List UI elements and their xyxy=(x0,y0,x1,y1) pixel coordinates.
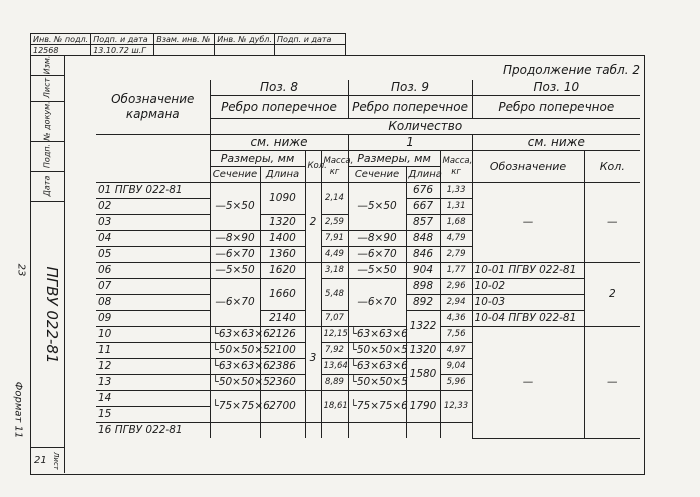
sheet-label: Лист xyxy=(52,452,60,470)
quantity-header: Количество xyxy=(210,119,640,135)
section-cell: —6×70 xyxy=(210,279,260,327)
row-label: 16 ПГВУ 022-81 xyxy=(96,423,210,439)
length-cell: 848 xyxy=(406,231,440,247)
length-cell: 676 xyxy=(406,183,440,199)
mass-cell: 2,79 xyxy=(440,247,472,263)
length-header: Длина xyxy=(260,167,305,183)
mass-cell: 5,48 xyxy=(321,279,348,311)
mass-header: Масса, кг xyxy=(321,151,348,183)
designation-cell: 10-01 ПГВУ 022-81 xyxy=(472,263,584,279)
length-cell: 1580 xyxy=(406,359,440,391)
length-cell: 2100 xyxy=(260,343,305,359)
pos10-qty: см. ниже xyxy=(472,135,640,151)
mass-cell: 1,77 xyxy=(440,263,472,279)
section-cell: —8×90 xyxy=(210,231,260,247)
section-cell: └50×50×5 xyxy=(210,343,260,359)
row-label: 14 xyxy=(96,391,210,407)
mass-cell: 12,33 xyxy=(440,391,472,423)
section-cell: └63×63×6 xyxy=(210,327,260,343)
pos10-name: Ребро поперечное xyxy=(472,96,640,119)
mass-cell: 3,18 xyxy=(321,263,348,279)
mass-cell: 7,07 xyxy=(321,311,348,327)
length-cell: 892 xyxy=(406,295,440,311)
qty10-cell: — xyxy=(584,183,640,263)
stamp-header: Взам. инв. № xyxy=(154,34,215,45)
table-continuation: Продолжение табл. 2 xyxy=(502,63,640,77)
length-cell: 667 xyxy=(406,199,440,215)
length-cell: 2126 xyxy=(260,327,305,343)
section-cell: └63×63×6 xyxy=(210,359,260,375)
row-label: 04 xyxy=(96,231,210,247)
length-cell: 2386 xyxy=(260,359,305,375)
mass-cell: 4,97 xyxy=(440,343,472,359)
col-designation-header: Обозначение кармана xyxy=(96,80,210,135)
pos10-title: Поз. 10 xyxy=(472,80,640,96)
row-label: 10 xyxy=(96,327,210,343)
strip-cell: Дата xyxy=(30,171,64,202)
des10-header: Обозначение xyxy=(472,151,584,183)
section-cell: —8×90 xyxy=(348,231,406,247)
row-label: 15 xyxy=(96,407,210,423)
qty10-cell: 2 xyxy=(584,263,640,327)
pos9-qty: 1 xyxy=(348,135,472,151)
designation-spacer xyxy=(96,135,210,183)
mass-cell: 4,79 xyxy=(440,231,472,247)
pos8-name: Ребро поперечное xyxy=(210,96,348,119)
mass-cell: 1,68 xyxy=(440,215,472,231)
length-cell: 2140 xyxy=(260,311,305,327)
length-cell: 1360 xyxy=(260,247,305,263)
mass-cell: 12,15 xyxy=(321,327,348,343)
length-cell: 1400 xyxy=(260,231,305,247)
length-cell: 1320 xyxy=(260,215,305,231)
empty-cell xyxy=(210,423,260,439)
mass-cell: 1,31 xyxy=(440,199,472,215)
qty-cell-blank xyxy=(305,263,321,327)
qty-cell-blank xyxy=(305,391,321,423)
designation-cell: — xyxy=(472,183,584,263)
mass-cell: 2,14 xyxy=(321,183,348,215)
row-label: 08 xyxy=(96,295,210,311)
mass-cell: 2,96 xyxy=(440,279,472,295)
section-cell: —6×70 xyxy=(348,247,406,263)
length-cell: 857 xyxy=(406,215,440,231)
qty10-cell: — xyxy=(584,327,640,439)
empty-cell xyxy=(321,423,348,439)
section-cell: └63×63×6 xyxy=(348,359,406,375)
length-cell: 846 xyxy=(406,247,440,263)
doc-code-vertical: ПГВУ 022-81 xyxy=(43,266,61,364)
stamp-header: Инв. № дубл. xyxy=(215,34,275,45)
section-cell: └50×50×5 xyxy=(348,375,406,391)
page-number: 23 xyxy=(15,263,27,277)
section-header: Сечение xyxy=(210,167,260,183)
mass-cell: 2,59 xyxy=(321,215,348,231)
designation-cell: — xyxy=(472,327,584,439)
mass-cell: 7,91 xyxy=(321,231,348,247)
stamp-value xyxy=(274,45,345,56)
mass-cell: 4,36 xyxy=(440,311,472,327)
section-cell: —6×70 xyxy=(348,279,406,327)
qty-cell: 3 xyxy=(305,327,321,391)
strip-cell: Изм. xyxy=(30,55,64,76)
row-label: 03 xyxy=(96,215,210,231)
mass-cell: 2,94 xyxy=(440,295,472,311)
section-cell: —5×50 xyxy=(210,263,260,279)
section-cell: —5×50 xyxy=(348,263,406,279)
section-cell: └50×50×5 xyxy=(348,343,406,359)
mass-cell: 4,49 xyxy=(321,247,348,263)
length-cell: 2700 xyxy=(260,391,305,423)
stamp-header: Подп. и дата xyxy=(91,34,154,45)
designation-cell: 10-04 ПГВУ 022-81 xyxy=(472,311,584,327)
length-cell: 904 xyxy=(406,263,440,279)
pos9-title: Поз. 9 xyxy=(348,80,472,96)
row-label: 02 xyxy=(96,199,210,215)
designation-cell: 10-02 xyxy=(472,279,584,295)
pos8-qty: см. ниже xyxy=(210,135,348,151)
row-label: 06 xyxy=(96,263,210,279)
strip-cell: Лист xyxy=(30,75,64,102)
qty10-header: Кол. xyxy=(584,151,640,183)
mass-cell: 1,33 xyxy=(440,183,472,199)
length-cell: 1320 xyxy=(406,343,440,359)
spec-table xyxy=(96,80,640,439)
length-cell: 1090 xyxy=(260,183,305,215)
section-cell: └50×50×5 xyxy=(210,375,260,391)
qty-header: Кол. xyxy=(305,151,321,183)
title-block-stamp xyxy=(30,33,346,56)
strip-cell: Подп. xyxy=(30,141,64,172)
left-margin-strip xyxy=(30,55,65,473)
mass9-header: Масса, кг xyxy=(440,151,472,183)
mass-cell: 5,96 xyxy=(440,375,472,391)
stamp-value: 13.10.72 ш.Г xyxy=(91,45,154,56)
empty-cell xyxy=(260,423,305,439)
stamp-value: 12568 xyxy=(31,45,91,56)
empty-cell xyxy=(440,423,472,439)
dims-header: Размеры, мм xyxy=(210,151,305,167)
pos9-name: Ребро поперечное xyxy=(348,96,472,119)
mass-cell: 18,61 xyxy=(321,391,348,423)
designation-cell: 10-03 xyxy=(472,295,584,311)
strip-cell: № докум. xyxy=(30,101,64,142)
length-cell: 1322 xyxy=(406,311,440,343)
mass-cell: 13,64 xyxy=(321,359,348,375)
length9-header: Длина xyxy=(406,167,440,183)
section-cell: └75×75×6 xyxy=(210,391,260,423)
mass-cell: 9,04 xyxy=(440,359,472,375)
row-label: 09 xyxy=(96,311,210,327)
row-label: 05 xyxy=(96,247,210,263)
section-cell: —6×70 xyxy=(210,247,260,263)
mass-cell: 7,92 xyxy=(321,343,348,359)
stamp-header: Подп. и дата xyxy=(274,34,345,45)
length-cell: 898 xyxy=(406,279,440,295)
stamp-value xyxy=(154,45,215,56)
stamp-value xyxy=(215,45,275,56)
row-label: 12 xyxy=(96,359,210,375)
stamp-header: Инв. № подл. xyxy=(31,34,91,45)
section9-header: Сечение xyxy=(348,167,406,183)
empty-cell xyxy=(305,423,321,439)
length-cell: 2360 xyxy=(260,375,305,391)
qty-cell: 2 xyxy=(305,183,321,263)
row-label: 07 xyxy=(96,279,210,295)
pos8-title: Поз. 8 xyxy=(210,80,348,96)
mass-cell: 7,56 xyxy=(440,327,472,343)
length-cell: 1620 xyxy=(260,263,305,279)
row-label: 01 ПГВУ 022-81 xyxy=(96,183,210,199)
section-cell: └75×75×6 xyxy=(348,391,406,423)
empty-cell xyxy=(348,423,406,439)
empty-cell xyxy=(406,423,440,439)
dims9-header: Размеры, мм xyxy=(348,151,440,167)
length-cell: 1790 xyxy=(406,391,440,423)
section-cell: —5×50 xyxy=(210,183,260,231)
section-cell: └63×63×6 xyxy=(348,327,406,343)
row-label: 13 xyxy=(96,375,210,391)
row-label: 11 xyxy=(96,343,210,359)
format-label: Формат 11 xyxy=(12,381,24,439)
section-cell: —5×50 xyxy=(348,183,406,231)
mass-cell: 8,89 xyxy=(321,375,348,391)
length-cell: 1660 xyxy=(260,279,305,311)
sheet-number: 21 xyxy=(34,455,47,466)
